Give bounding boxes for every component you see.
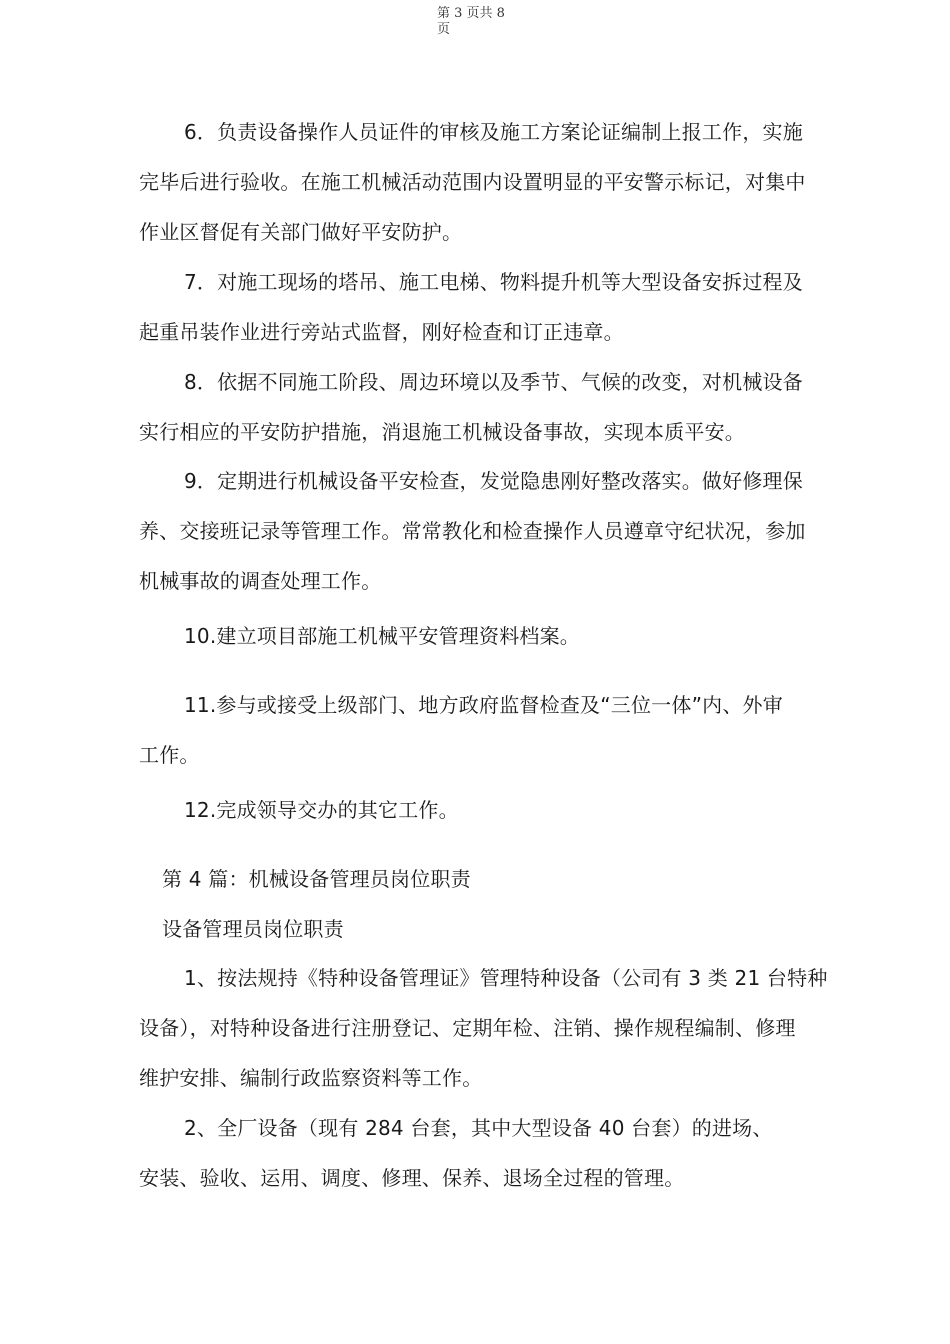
duty-1-line-3: 维护安排、编制行政监察资料等工作。 xyxy=(139,1066,483,1090)
duty-1-line-1: 1、按法规持《特种设备管理证》管理特种设备（公司有 3 类 21 台特种 xyxy=(184,966,828,990)
paragraph-9-line-3: 机械事故的调查处理工作。 xyxy=(139,569,382,593)
section-heading: 第 4 篇：机械设备管理员岗位职责 xyxy=(162,867,471,891)
paragraph-7-line-1: 7．对施工现场的塔吊、施工电梯、物料提升机等大型设备安拆过程及 xyxy=(184,270,803,294)
paragraph-6-line-2: 完毕后进行验收。在施工机械活动范围内设置明显的平安警示标记，对集中 xyxy=(139,170,806,194)
paragraph-10-line-1: 10.建立项目部施工机械平安管理资料档案。 xyxy=(184,624,581,648)
paragraph-12-line-1: 12.完成领导交办的其它工作。 xyxy=(184,798,459,822)
paragraph-6-line-1: 6．负责设备操作人员证件的审核及施工方案论证编制上报工作，实施 xyxy=(184,120,803,144)
paragraph-8-line-1: 8．依据不同施工阶段、周边环境以及季节、气候的改变，对机械设备 xyxy=(184,370,803,394)
paragraph-11-line-2: 工作。 xyxy=(139,743,200,767)
paragraph-11-line-1: 11.参与或接受上级部门、地方政府监督检查及“三位一体”内、外审 xyxy=(184,693,783,717)
paragraph-9-line-1: 9．定期进行机械设备平安检查，发觉隐患刚好整改落实。做好修理保 xyxy=(184,469,803,493)
duty-2-line-1: 2、全厂设备（现有 284 台套，其中大型设备 40 台套）的进场、 xyxy=(184,1116,773,1140)
page-number: 第 3 页共 8 页 xyxy=(437,6,505,37)
duty-1-line-2: 设备），对特种设备进行注册登记、定期年检、注销、操作规程编制、修理 xyxy=(139,1016,796,1040)
paragraph-7-line-2: 起重吊装作业进行旁站式监督，刚好检查和订正违章。 xyxy=(139,320,624,344)
duty-2-line-2: 安装、验收、运用、调度、修理、保养、退场全过程的管理。 xyxy=(139,1166,685,1190)
section-subheading: 设备管理员岗位职责 xyxy=(162,917,344,941)
paragraph-6-line-3: 作业区督促有关部门做好平安防护。 xyxy=(139,220,463,244)
paragraph-9-line-2: 养、交接班记录等管理工作。常常教化和检查操作人员遵章守纪状况，参加 xyxy=(139,519,806,543)
paragraph-8-line-2: 实行相应的平安防护措施，消退施工机械设备事故，实现本质平安。 xyxy=(139,420,745,444)
